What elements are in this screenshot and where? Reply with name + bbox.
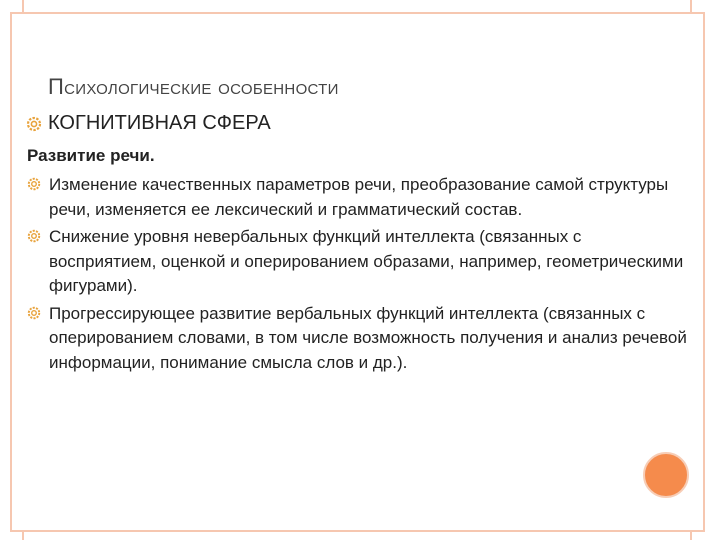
decor-circle [643, 452, 689, 498]
list-item [27, 225, 687, 299]
list-item-text: Прогрессирующее развитие вербальных функций интеллекта (связанных с оперированием словами, в том числе возможность получения и анализ речевой информации, понимание смысла слов и др.). [49, 303, 687, 372]
subheading: Развитие речи. [27, 146, 155, 165]
list-item-text: Изменение качественных параметров речи, преобразование самой структуры речи, изменяется ее лексический и грамматический состав. [49, 175, 669, 219]
section-heading [26, 112, 271, 135]
gear-bullet-icon [27, 177, 41, 191]
section-label: КОГНИТИВНАЯ СФЕРА [48, 112, 271, 134]
list-item-text: Снижение уровня невербальных функций интеллекта (связанных с восприятием, оценкой и оперированием образами, например, геометрическими фигурами). [49, 227, 684, 295]
slide-title: Психологические особенности [48, 74, 339, 99]
list-item [27, 302, 687, 376]
bullet-list [27, 173, 687, 378]
gear-bullet-icon [27, 306, 41, 320]
gear-bullet-icon [27, 229, 41, 243]
gear-bullet-icon [26, 116, 42, 132]
list-item [27, 173, 687, 222]
